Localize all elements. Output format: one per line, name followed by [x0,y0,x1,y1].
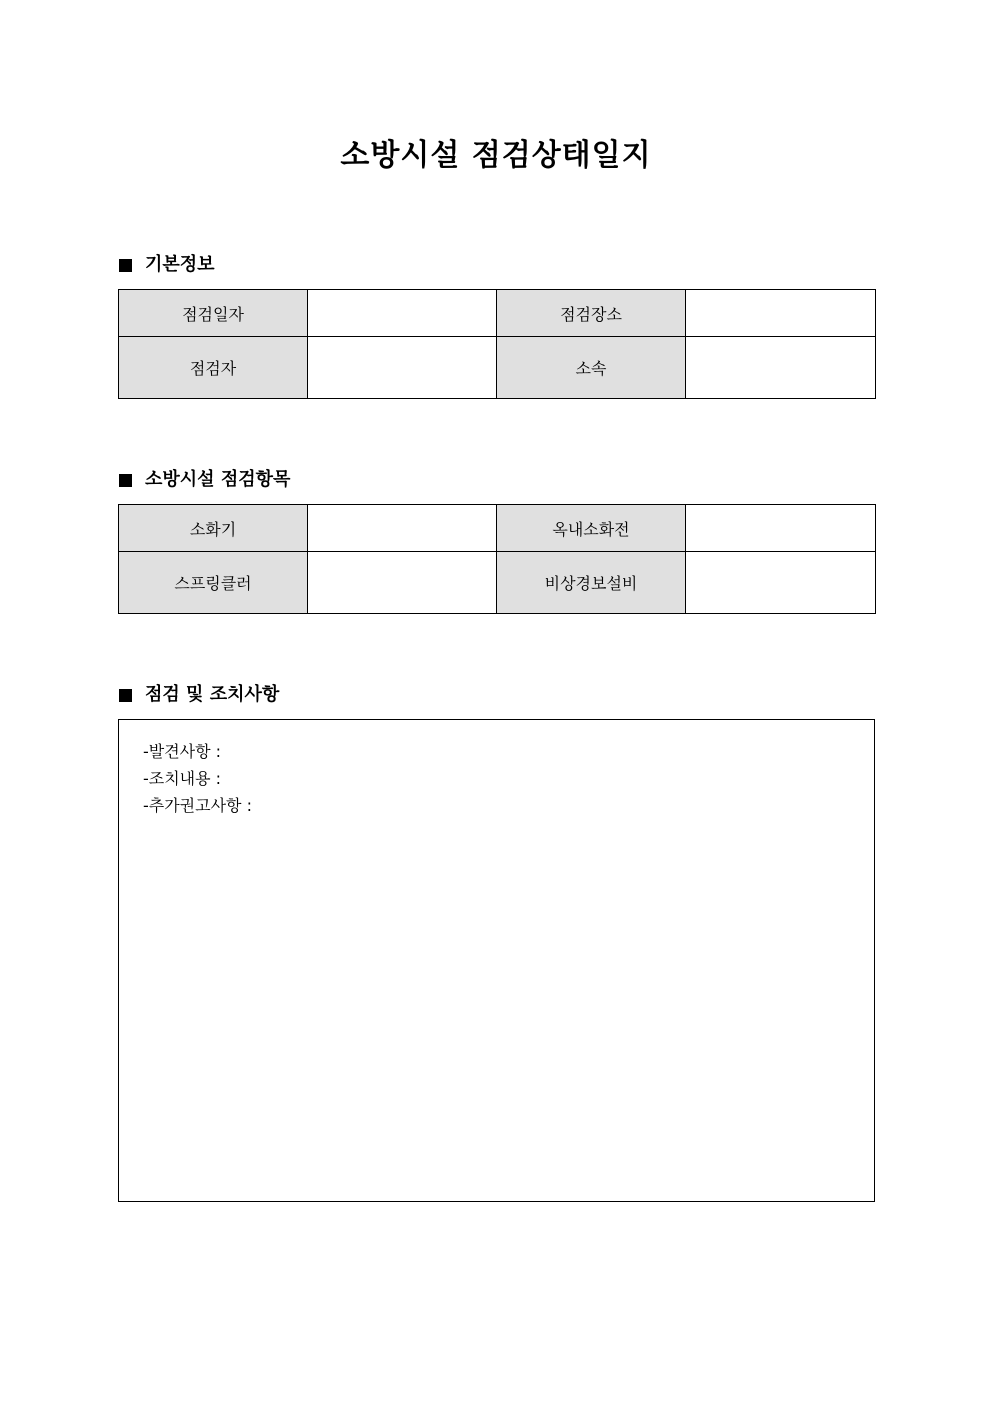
section-heading-inspection-items [119,468,290,492]
basic-info-table [118,289,876,399]
value-cell-inspection-location[interactable] [686,290,876,337]
label-cell-inspection-date: 점검일자 [119,290,308,337]
label-cell-inspection-location: 점검장소 [497,290,686,337]
label-cell-affiliation: 소속 [497,337,686,399]
value-cell-fire-extinguisher[interactable] [308,505,497,552]
value-cell-sprinkler[interactable] [308,552,497,614]
inspection-items-table [118,504,876,614]
actions-notes-list [143,738,252,819]
square-bullet-icon [119,474,132,487]
table-row [119,290,876,337]
value-cell-inspection-date[interactable] [308,290,497,337]
square-bullet-icon [119,689,132,702]
table-row [119,337,876,399]
section-heading-basic-info [119,253,215,277]
list-item-additional-recommendations: -추가권고사항 : [143,796,252,815]
section-heading-label: 소방시설 점검항목 [145,469,291,490]
table-row [119,552,876,614]
value-cell-affiliation[interactable] [686,337,876,399]
document-title: 소방시설 점검상태일지 [340,138,652,173]
value-cell-indoor-hydrant[interactable] [686,505,876,552]
section-heading-actions [119,683,279,707]
label-cell-fire-extinguisher: 소화기 [119,505,308,552]
list-item-actions-taken: -조치내용 : [143,769,222,788]
label-cell-inspector: 점검자 [119,337,308,399]
table-row [119,505,876,552]
label-cell-sprinkler: 스프링클러 [119,552,308,614]
list-item-findings: -발견사항 : [143,742,222,761]
label-cell-emergency-alarm: 비상경보설비 [497,552,686,614]
value-cell-emergency-alarm[interactable] [686,552,876,614]
section-heading-label: 점검 및 조치사항 [145,684,280,705]
value-cell-inspector[interactable] [308,337,497,399]
section-heading-label: 기본정보 [145,254,215,275]
actions-notes-box[interactable] [118,719,875,1202]
square-bullet-icon [119,259,132,272]
label-cell-indoor-hydrant: 옥내소화전 [497,505,686,552]
